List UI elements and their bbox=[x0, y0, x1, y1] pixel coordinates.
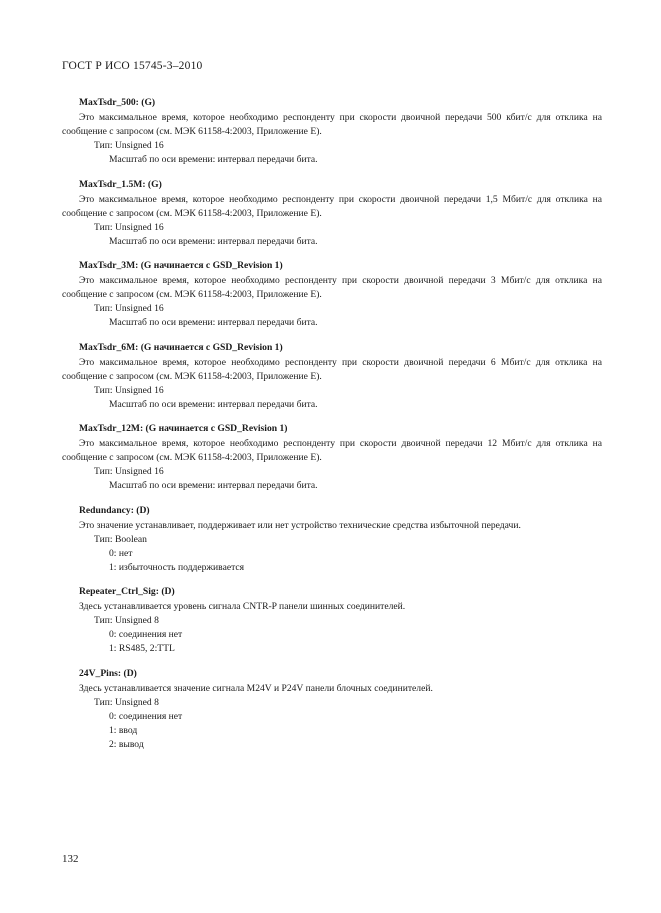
document-body bbox=[62, 96, 602, 762]
entry-note: Масштаб по оси времени: интервал передачи бита. bbox=[109, 154, 318, 165]
entry-description: Это максимальное время, которое необходимо респонденту при скорости двоичной передачи 12 Мбит/с для отклика на сообщение с запросом (см. МЭК 61158-4:2003, Приложение E). bbox=[62, 438, 602, 463]
entry-type: Тип: Unsigned 16 bbox=[94, 303, 164, 314]
entry-title: MaxTsdr_6M: (G начинается с GSD_Revision 1) bbox=[79, 341, 283, 353]
entry-value: 0: соединения нет bbox=[109, 629, 183, 640]
entry-title: MaxTsdr_1.5M: (G) bbox=[79, 178, 162, 190]
entry-maxtsdr-12m bbox=[62, 422, 602, 493]
entry-description: Здесь устанавливается значение сигнала M24V и P24V панели блочных соединителей. bbox=[79, 682, 433, 694]
entry-description: Это максимальное время, которое необходимо респонденту при скорости двоичной передачи 6 Мбит/с для отклика на сообщение с запросом (см. МЭК 61158-4:2003, Приложение E). bbox=[62, 356, 602, 382]
entry-type: Тип: Unsigned 16 bbox=[94, 221, 164, 233]
entry-value: 0: соединения нет bbox=[109, 710, 183, 722]
entry-value: 1: RS485, 2:TTL bbox=[109, 643, 175, 654]
entry-note: Масштаб по оси времени: интервал передачи бита. bbox=[109, 317, 318, 328]
entry-type: Тип: Unsigned 16 bbox=[94, 384, 164, 396]
document-header: ГОСТ Р ИСО 15745-3–2010 bbox=[62, 60, 203, 72]
entry-title: Repeater_Ctrl_Sig: (D) bbox=[79, 586, 175, 597]
entry-type: Тип: Unsigned 8 bbox=[94, 696, 159, 708]
entry-title: MaxTsdr_500: (G) bbox=[79, 97, 156, 108]
entry-value: 1: ввод bbox=[109, 724, 138, 736]
entry-24v-pins bbox=[62, 667, 602, 752]
entry-description: Здесь устанавливается уровень сигнала CNTR-P панели шинных соединителей. bbox=[79, 601, 406, 612]
entry-note: Масштаб по оси времени: интервал передачи бита. bbox=[109, 398, 318, 410]
entry-value: 2: вывод bbox=[109, 738, 144, 750]
entry-description: Это значение устанавливает, поддерживает или нет устройство технические средства избыточной передачи. bbox=[79, 519, 521, 531]
entry-maxtsdr-6m bbox=[62, 341, 602, 412]
entry-value: 0: нет bbox=[109, 547, 133, 559]
entry-maxtsdr-500 bbox=[62, 96, 602, 167]
entry-type: Тип: Boolean bbox=[94, 533, 147, 545]
entry-repeater-ctrl-sig bbox=[62, 585, 602, 656]
entry-maxtsdr-3m bbox=[62, 259, 602, 330]
entry-type: Тип: Unsigned 16 bbox=[94, 140, 164, 151]
entry-title: MaxTsdr_3M: (G начинается с GSD_Revision 1) bbox=[79, 260, 283, 271]
entry-description: Это максимальное время, которое необходимо респонденту при скорости двоичной передачи 3 Мбит/с для отклика на сообщение с запросом (см. МЭК 61158-4:2003, Приложение E). bbox=[62, 275, 602, 300]
entry-description: Это максимальное время, которое необходимо респонденту при скорости двоичной передачи 500 кбит/с для отклика на сообщение с запросом (см. МЭК 61158-4:2003, Приложение E). bbox=[62, 112, 602, 137]
entry-note: Масштаб по оси времени: интервал передачи бита. bbox=[109, 480, 318, 491]
entry-title: MaxTsdr_12M: (G начинается с GSD_Revision 1) bbox=[79, 423, 288, 434]
entry-type: Тип: Unsigned 8 bbox=[94, 615, 159, 626]
entry-note: Масштаб по оси времени: интервал передачи бита. bbox=[109, 235, 318, 247]
entry-redundancy bbox=[62, 504, 602, 575]
entry-maxtsdr-1-5m bbox=[62, 178, 602, 249]
entry-description: Это максимальное время, которое необходимо респонденту при скорости двоичной передачи 1,5 Мбит/с для отклика на сообщение с запросом (см. МЭК 61158-4:2003, Приложение E). bbox=[62, 193, 602, 219]
entry-value: 1: избыточность поддерживается bbox=[109, 561, 245, 573]
entry-title: Redundancy: (D) bbox=[79, 504, 150, 516]
page-number: 132 bbox=[62, 853, 79, 865]
entry-type: Тип: Unsigned 16 bbox=[94, 466, 164, 477]
entry-title: 24V_Pins: (D) bbox=[79, 667, 137, 679]
